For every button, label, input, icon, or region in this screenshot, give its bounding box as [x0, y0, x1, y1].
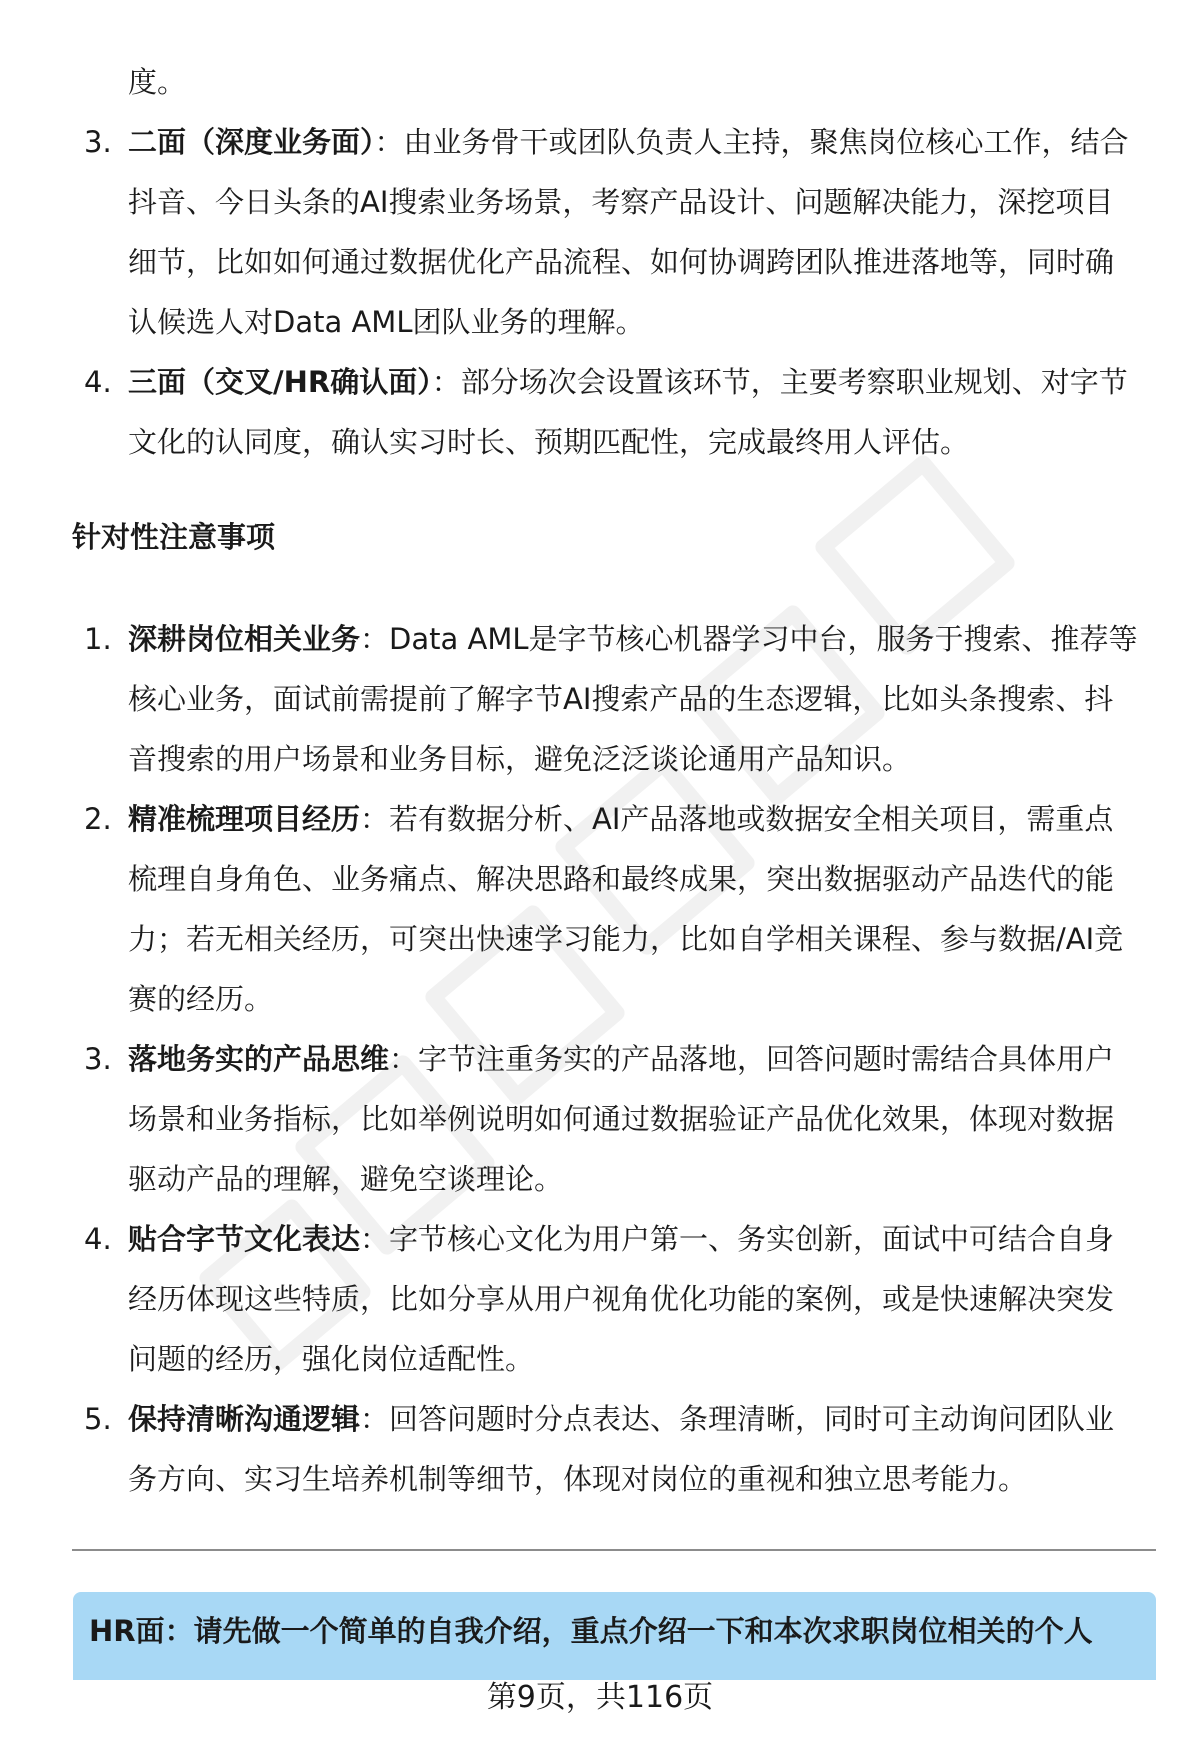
list-item-title: 深耕岗位相关业务	[128, 622, 361, 656]
list-item-separator: ：	[360, 802, 390, 836]
section-heading: 针对性注意事项	[72, 520, 276, 554]
list-item-body: 由业务骨干或团队负责人主持，聚焦岗位核心工作，结合抖音、今日头条的AI搜索业务场景，考察产品设计、问题解决能力，深挖项目细节，比如如何通过数据优化产品流程、如何协调跨团队推进落地等，同时确认候选人对Data AML团队业务的理解。	[128, 125, 1129, 339]
list-item-separator: ：	[360, 1402, 390, 1436]
list-item	[0, 112, 1200, 352]
continued-paragraph-end: 度。	[128, 65, 187, 99]
list-item-body: 若有数据分析、AI产品落地或数据安全相关项目，需重点梳理自身角色、业务痛点、解决思路和最终成果，突出数据驱动产品迭代的能力；若无相关经历，可突出快速学习能力，比如自学相关课程、参与数据/AI竞赛的经历。	[128, 802, 1124, 1016]
list-number: 2.	[84, 802, 112, 836]
list-item	[0, 1209, 1200, 1389]
list-item-title: 三面（交叉/HR确认面）	[128, 365, 432, 399]
list-number: 3.	[84, 1042, 112, 1076]
list-item-separator: ：	[431, 365, 461, 399]
list-item-separator: ：	[360, 1222, 390, 1256]
list-item	[0, 1029, 1200, 1209]
hr-question-box	[73, 1592, 1156, 1680]
list-item-separator: ：	[374, 125, 404, 159]
section-divider	[72, 1549, 1156, 1551]
list-item	[0, 1389, 1200, 1509]
list-item-title: 二面（深度业务面）	[128, 125, 375, 159]
list-item-separator: ：	[360, 622, 390, 656]
list-number: 4.	[84, 1222, 112, 1256]
list-item-title: 落地务实的产品思维	[128, 1042, 390, 1076]
list-item-separator: ：	[389, 1042, 419, 1076]
tips-list	[0, 609, 1200, 1509]
list-item-body: 部分场次会设置该环节，主要考察职业规划、对字节文化的认同度，确认实习时长、预期匹配性，完成最终用人评估。	[128, 365, 1128, 459]
list-item-title: 精准梳理项目经历	[128, 802, 361, 836]
list-number: 1.	[84, 622, 112, 656]
list-item	[0, 352, 1200, 472]
list-item	[0, 609, 1200, 789]
list-item-title: 保持清晰沟通逻辑	[128, 1402, 361, 1436]
list-item	[0, 789, 1200, 1029]
list-number: 3.	[84, 125, 112, 159]
list-item-body: 回答问题时分点表达、条理清晰，同时可主动询问团队业务方向、实习生培养机制等细节，体现对岗位的重视和独立思考能力。	[128, 1402, 1115, 1496]
hr-question-text: HR面：请先做一个简单的自我介绍，重点介绍一下和本次求职岗位相关的个人	[89, 1614, 1093, 1648]
list-item-body: Data AML是字节核心机器学习中台，服务于搜索、推荐等核心业务，面试前需提前了解字节AI搜索产品的生态逻辑，比如头条搜索、抖音搜索的用户场景和业务目标，避免泛泛谈论通用产品知识。	[128, 622, 1138, 776]
list-item-title: 贴合字节文化表达	[128, 1222, 361, 1256]
list-number: 4.	[84, 365, 112, 399]
list-number: 5.	[84, 1402, 112, 1436]
list-item-body: 字节核心文化为用户第一、务实创新，面试中可结合自身经历体现这些特质，比如分享从用户视角优化功能的案例，或是快速解决突发问题的经历，强化岗位适配性。	[128, 1222, 1115, 1376]
page-number: 第9页，共116页	[486, 1680, 714, 1715]
interview-rounds-list	[0, 112, 1200, 472]
list-item-body: 字节注重务实的产品落地，回答问题时需结合具体用户场景和业务指标，比如举例说明如何通过数据验证产品优化效果，体现对数据驱动产品的理解，避免空谈理论。	[128, 1042, 1115, 1196]
